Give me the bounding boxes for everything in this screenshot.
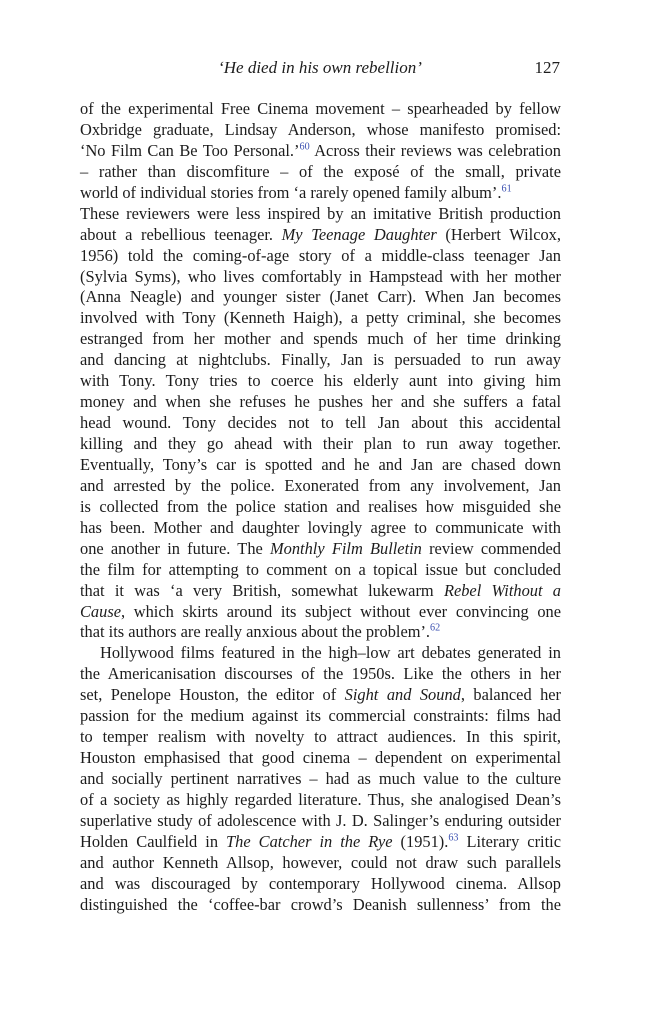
- text-run: and was discouraged by contemporary Hollywood cinema. Allsop: [80, 873, 561, 893]
- text-run: head wound. Tony decides not to tell Jan about this accidental: [80, 413, 561, 433]
- text-line: [80, 204, 561, 225]
- text-line: [80, 141, 561, 162]
- text-line: [80, 267, 561, 288]
- text-run: of the experimental Free Cinema movement – spearheaded by fellow: [80, 99, 561, 118]
- text-line: [80, 643, 561, 664]
- text-line: [80, 727, 561, 748]
- text-line: [80, 706, 561, 727]
- text-run: Hollywood films featured in the high–low art debates generated in: [100, 643, 561, 663]
- text-line: [80, 120, 561, 141]
- text-line: [80, 874, 561, 895]
- text-line: [80, 602, 561, 623]
- text-run: world of individual stories from ‘a rarely opened family album’.: [80, 182, 502, 202]
- text-run: the Americanisation discourses of the 1950s. Like the others in her: [80, 664, 561, 684]
- italic-title: Rebel Without a: [443, 580, 561, 600]
- text-run: and dancing at nightclubs. Finally, Jan is persuaded to run away: [80, 350, 561, 370]
- text-run: Eventually, Tony’s car is spotted and he and Jan are chased down: [80, 454, 561, 474]
- running-head: [80, 56, 560, 80]
- text-run: Holden Caulfield in: [80, 831, 227, 851]
- text-run: 1956) told the coming-of-age story of a middle-class teenager Jan: [80, 245, 561, 265]
- text-line: [80, 497, 561, 518]
- text-run: Literary critic: [458, 831, 561, 851]
- text-line: [80, 183, 561, 204]
- text-run: set, Penelope Houston, the editor of: [80, 685, 345, 705]
- text-line: [80, 246, 561, 267]
- text-line: [80, 790, 561, 811]
- footnote-ref[interactable]: 60: [299, 141, 310, 153]
- text-line: [80, 622, 561, 643]
- text-line: [80, 518, 561, 539]
- text-run: involved with Tony (Kenneth Haigh), a petty criminal, she becomes: [80, 308, 561, 328]
- text-line: [80, 664, 561, 685]
- text-line: [80, 287, 561, 308]
- text-run: killing and they go ahead with their plan to run away together.: [80, 434, 561, 453]
- italic-title: The Catcher in the Rye: [226, 831, 393, 851]
- text-line: [80, 329, 561, 350]
- text-line: [80, 350, 561, 371]
- footnote-ref[interactable]: 63: [448, 832, 459, 844]
- text-run: Houston emphasised that good cinema – dependent on experimental: [80, 748, 561, 768]
- text-run: Oxbridge graduate, Lindsay Anderson, whose manifesto promised:: [80, 119, 561, 139]
- text-line: [80, 685, 561, 706]
- text-line: [80, 455, 561, 476]
- text-line: [80, 434, 561, 455]
- text-line: [80, 225, 561, 246]
- page-number: 127: [534, 58, 560, 77]
- footnote-ref[interactable]: 61: [501, 183, 512, 195]
- text-run: to temper realism with novelty to attract audiences. In this spirit,: [80, 727, 561, 747]
- text-run: about a rebellious teenager.: [80, 224, 282, 244]
- text-line: [80, 99, 561, 120]
- italic-title: Cause: [80, 601, 121, 621]
- text-run: Across their reviews was celebration: [309, 140, 561, 160]
- text-run: estranged from her mother and spends much of her time drinking: [80, 329, 561, 349]
- text-line: [80, 769, 561, 790]
- text-line: [80, 581, 561, 602]
- running-title: ‘He died in his own rebellion’: [218, 58, 422, 77]
- text-run: (1951).: [392, 831, 449, 851]
- text-run: and socially pertinent narratives – had as much value to the culture: [80, 769, 561, 788]
- text-line: [80, 560, 561, 581]
- text-line: [80, 832, 561, 853]
- text-run: (Herbert Wilcox,: [436, 224, 561, 244]
- italic-title: Sight and Sound: [344, 685, 461, 705]
- text-line: [80, 811, 561, 832]
- text-run: (Sylvia Syms), who lives comfortably in Hampstead with her mother: [80, 266, 561, 286]
- footnote-ref[interactable]: 62: [430, 623, 441, 635]
- italic-title: Monthly Film Bulletin: [270, 538, 422, 558]
- text-run: – rather than discomfiture – of the exposé of the small, private: [80, 161, 561, 181]
- body-text: [80, 99, 561, 916]
- text-run: that it was ‘a very British, somewhat lukewarm: [80, 580, 444, 600]
- text-run: one another in future. The: [80, 538, 270, 558]
- text-line: [80, 308, 561, 329]
- italic-title: My Teenage Daughter: [281, 224, 437, 244]
- text-run: and arrested by the police. Exonerated from any involvement, Jan: [80, 475, 561, 495]
- text-run: that its authors are really anxious about the problem’.: [80, 622, 431, 642]
- text-run: has been. Mother and daughter lovingly agree to communicate with: [80, 517, 561, 537]
- text-line: [80, 413, 561, 434]
- text-line: [80, 539, 561, 560]
- text-run: money and when she refuses he pushes her and she suffers a fatal: [80, 392, 561, 412]
- text-run: ‘No Film Can Be Too Personal.’: [80, 140, 300, 160]
- text-line: [80, 371, 561, 392]
- text-run: , which skirts around its subject without ever convincing one: [120, 601, 561, 621]
- text-run: distinguished the ‘coffee-bar crowd’s Deanish sullenness’ from the: [80, 894, 561, 914]
- text-run: of a society as highly regarded literature. Thus, she analogised Dean’s: [80, 789, 561, 809]
- text-run: , balanced her: [460, 685, 562, 705]
- text-run: the film for attempting to comment on a topical issue but concluded: [80, 559, 561, 579]
- text-run: passion for the medium against its commercial constraints: films had: [80, 706, 561, 726]
- text-line: [80, 162, 561, 183]
- text-run: These reviewers were less inspired by an imitative British production: [80, 203, 561, 223]
- text-line: [80, 853, 561, 874]
- text-line: [80, 476, 561, 497]
- text-run: is collected from the police station and realises how misguided she: [80, 496, 561, 516]
- text-run: with Tony. Tony tries to coerce his elderly aunt into giving him: [80, 371, 561, 391]
- text-line: [80, 392, 561, 413]
- text-run: and author Kenneth Allsop, however, could not draw such parallels: [80, 852, 561, 872]
- text-line: [80, 895, 561, 916]
- text-run: (Anna Neagle) and younger sister (Janet Carr). When Jan becomes: [80, 287, 561, 307]
- text-run: superlative study of adolescence with J. D. Salinger’s enduring outsider: [80, 810, 561, 830]
- text-run: review commended: [421, 538, 561, 558]
- text-line: [80, 748, 561, 769]
